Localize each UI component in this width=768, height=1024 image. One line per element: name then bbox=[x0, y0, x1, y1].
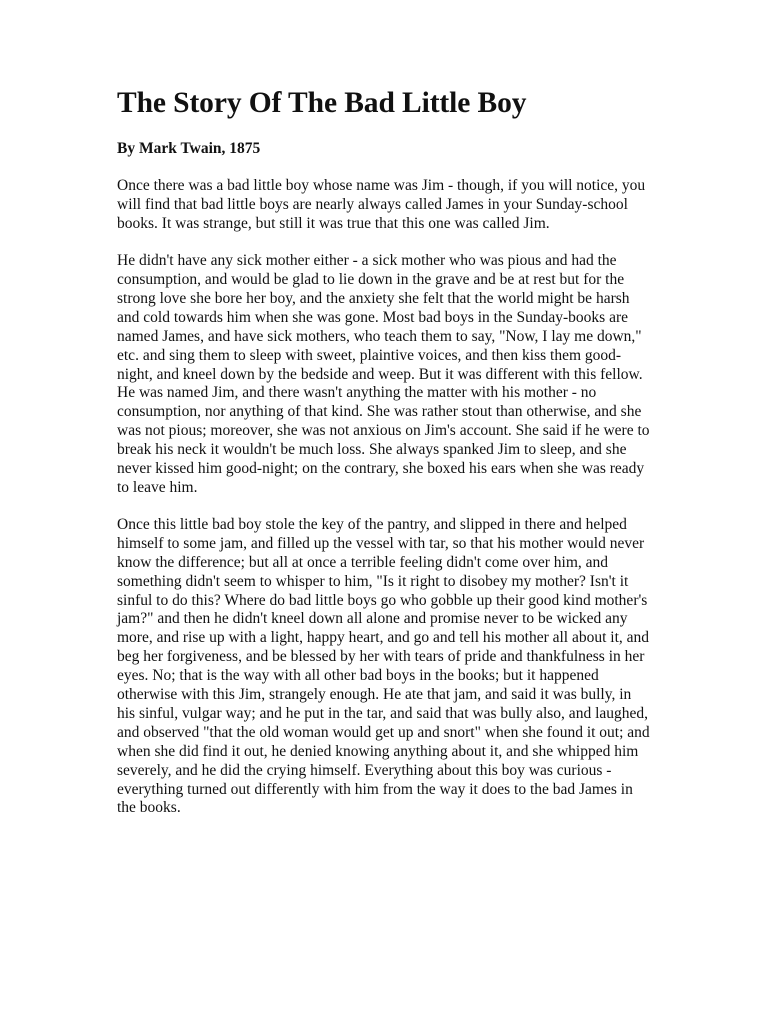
document-title: The Story Of The Bad Little Boy bbox=[117, 87, 527, 119]
document-body bbox=[117, 177, 653, 818]
document-page bbox=[117, 86, 653, 836]
paragraph-1: Once there was a bad little boy whose name was Jim - though, if you will notice, you will find that bad little boys are nearly always called James in your Sunday-school books. It was strange, but still it was true that this one was called Jim. bbox=[117, 177, 646, 233]
document-byline: By Mark Twain, 1875 bbox=[117, 140, 261, 158]
paragraph-3: Once this little bad boy stole the key of the pantry, and slipped in there and helped himself to some jam, and filled up the vessel with tar, so that his mother would never know the difference; but all at once a terrible feeling didn't come over him, and something didn't seem to whisper to him, "Is it right to disobey my mother? Isn't it sinful to do this? Where do bad little boys go who gobble up their good kind mother's jam?" and then he didn't kneel down all alone and promise never to be wicked any more, and rise up with a light, happy heart, and go and tell his mother all about it, and beg her forgiveness, and be blessed by her with tears of pride and thankfulness in her eyes. No; that is the way with all other bad boys in the books; but it happened otherwise with this Jim, strangely enough. He ate that jam, and said it was bully, in his sinful, vulgar way; and he put in the tar, and said that was bully also, and laughed, and observed "that the old woman would get up and snort" when she found it out; and when she did find it out, he denied knowing anything about it, and she whipped him severely, and he did the crying himself. Everything about this boy was curious - everything turned out differently with him from the way it does to the bad James in the books. bbox=[117, 515, 650, 817]
paragraph-2: He didn't have any sick mother either - a sick mother who was pious and had the consumption, and would be glad to lie down in the grave and be at rest but for the strong love she bore her boy, and the anxiety she felt that the world might be harsh and cold towards him when she was gone. Most bad boys in the Sunday-books are named James, and have sick mothers, who teach them to say, "Now, I lay me down," etc. and sing them to sleep with sweet, plaintive voices, and then kiss them good-night, and kneel down by the bedside and weep. But it was different with this fellow. He was named Jim, and there wasn't anything the matter with his mother - no consumption, nor anything of that kind. She was rather stout than otherwise, and she was not pious; moreover, she was not anxious on Jim's account. She said if he were to break his neck it wouldn't be much loss. She always spanked Jim to sleep, and she never kissed him good-night; on the contrary, she boxed his ears when she was ready to leave him. bbox=[117, 252, 650, 496]
